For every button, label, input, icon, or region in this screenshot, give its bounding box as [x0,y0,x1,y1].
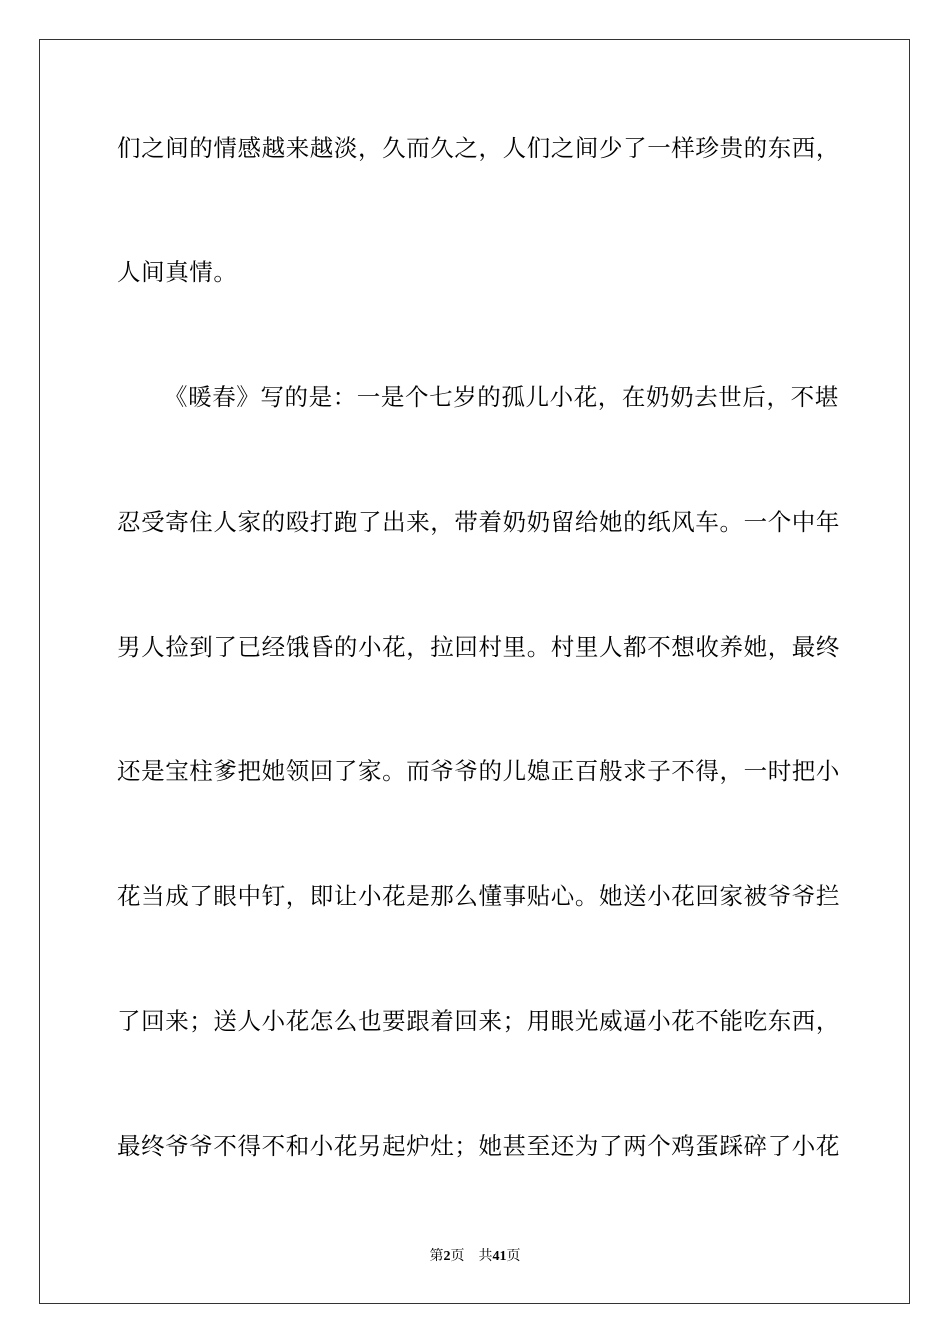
page-number: 2 [443,1249,451,1264]
text-line-3: 《暖春》写的是：一是个七岁的孤儿小花，在奶奶去世后，不堪 [164,383,839,411]
text-line-1: 们之间的情感越来越淡，久而久之，人们之间少了一样珍贵的东西， [117,134,840,162]
text-line-8: 了回来；送人小花怎么也要跟着回来；用眼光威逼小花不能吃东西， [117,1007,840,1035]
total-suffix: 页 [506,1248,521,1264]
page-border [39,39,910,1304]
page-suffix: 页 [450,1248,465,1264]
page-prefix: 第 [429,1248,444,1264]
page-footer [0,1247,950,1266]
text-line-2: 人间真情。 [117,258,238,286]
text-line-4: 忍受寄住人家的殴打跑了出来，带着奶奶留给她的纸风车。一个中年 [117,508,840,536]
text-line-9: 最终爷爷不得不和小花另起炉灶；她甚至还为了两个鸡蛋踩碎了小花 [117,1132,840,1160]
text-line-7: 花当成了眼中钉，即让小花是那么懂事贴心。她送小花回家被爷爷拦 [117,882,840,910]
total-prefix: 共 [478,1248,493,1264]
text-line-6: 还是宝柱爹把她领回了家。而爷爷的儿媳正百般求子不得，一时把小 [117,757,840,785]
total-pages: 41 [492,1249,507,1264]
text-line-5: 男人捡到了已经饿昏的小花，拉回村里。村里人都不想收养她，最终 [117,633,840,661]
